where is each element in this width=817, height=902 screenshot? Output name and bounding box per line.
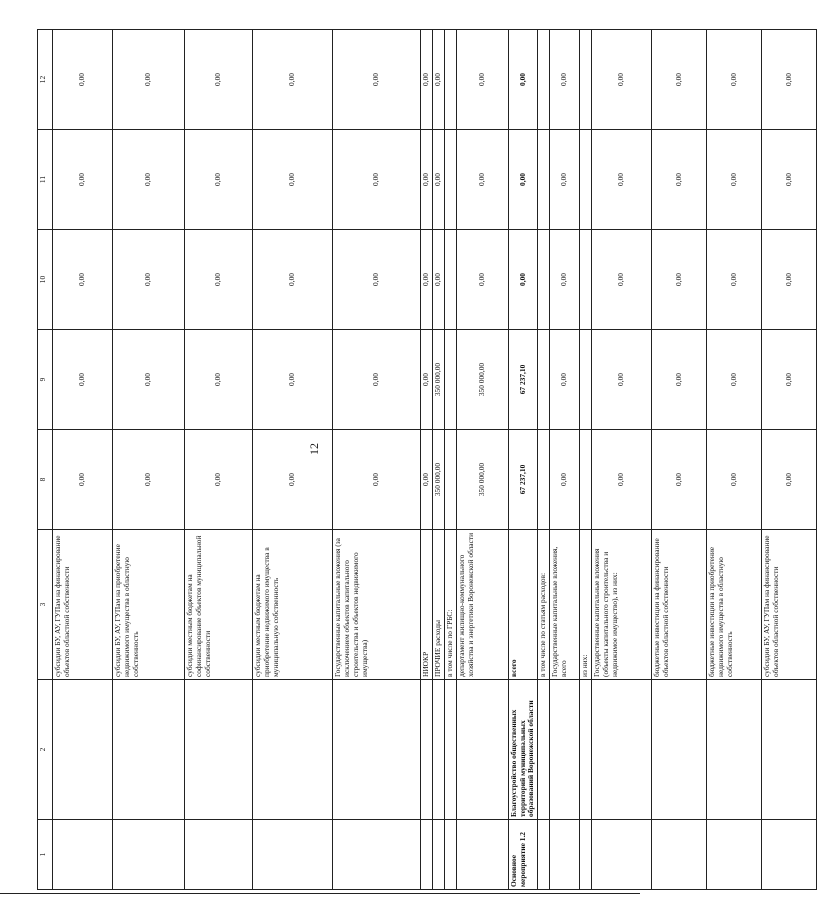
value-cell: 0,00 bbox=[550, 230, 580, 330]
value-cell: 0,00 bbox=[762, 430, 817, 530]
row-label: в том числе по ГРБС: bbox=[444, 530, 456, 680]
value-cell: 0,00 bbox=[113, 330, 185, 430]
value-cell bbox=[580, 430, 592, 530]
row-number-cell bbox=[185, 820, 253, 890]
value-cell bbox=[538, 330, 550, 430]
value-cell: 0,00 bbox=[707, 130, 762, 230]
row-number-cell bbox=[333, 820, 421, 890]
value-cell: 0,00 bbox=[762, 330, 817, 430]
value-cell: 0,00 bbox=[421, 430, 433, 530]
column-header: 9 bbox=[38, 330, 53, 430]
row-number-cell bbox=[53, 820, 113, 890]
table-row bbox=[432, 30, 444, 890]
value-cell bbox=[580, 130, 592, 230]
value-cell: 0,00 bbox=[432, 230, 444, 330]
value-cell: 0,00 bbox=[592, 230, 652, 330]
value-cell: 0,00 bbox=[707, 330, 762, 430]
column-header: 8 bbox=[38, 430, 53, 530]
value-cell bbox=[444, 430, 456, 530]
row-title-cell bbox=[444, 680, 456, 820]
table-row bbox=[53, 30, 113, 890]
row-title-cell: Благоустройство общественных территорий муниципальных образований Воронежской области bbox=[508, 680, 538, 820]
value-cell bbox=[580, 230, 592, 330]
row-number-cell bbox=[580, 820, 592, 890]
value-cell: 0,00 bbox=[185, 230, 253, 330]
value-cell: 0,00 bbox=[456, 230, 508, 330]
table-row bbox=[580, 30, 592, 890]
value-cell: 0,00 bbox=[333, 430, 421, 530]
row-label: бюджетные инвестиции на финансирование объектов областной собственности bbox=[652, 530, 707, 680]
value-cell: 0,00 bbox=[508, 30, 538, 130]
table-row bbox=[538, 30, 550, 890]
column-header: 2 bbox=[38, 680, 53, 820]
row-label: департамент жилищно-коммунального хозяйства и энергетики Воронежской области bbox=[456, 530, 508, 680]
row-title-cell bbox=[592, 680, 652, 820]
value-cell: 0,00 bbox=[253, 130, 333, 230]
row-number-cell bbox=[444, 820, 456, 890]
table-row bbox=[253, 30, 333, 890]
value-cell: 0,00 bbox=[432, 30, 444, 130]
row-label: Государственные капитальные вложения (объекты капитального строительства и недвижимое имущество), из них: bbox=[592, 530, 652, 680]
value-cell: 0,00 bbox=[762, 230, 817, 330]
row-label: всего bbox=[508, 530, 538, 680]
table-row bbox=[185, 30, 253, 890]
value-cell: 0,00 bbox=[333, 330, 421, 430]
value-cell: 0,00 bbox=[432, 130, 444, 230]
value-cell: 0,00 bbox=[53, 430, 113, 530]
table-row bbox=[652, 30, 707, 890]
column-header: 10 bbox=[38, 230, 53, 330]
table-row bbox=[707, 30, 762, 890]
row-title-cell bbox=[707, 680, 762, 820]
value-cell: 0,00 bbox=[421, 330, 433, 430]
table-row bbox=[508, 30, 538, 890]
value-cell: 0,00 bbox=[762, 30, 817, 130]
value-cell: 0,00 bbox=[592, 30, 652, 130]
row-number-cell: Основное мероприятие 1.2 bbox=[508, 820, 538, 890]
value-cell: 0,00 bbox=[508, 130, 538, 230]
value-cell: 0,00 bbox=[113, 130, 185, 230]
value-cell: 0,00 bbox=[113, 30, 185, 130]
value-cell bbox=[444, 330, 456, 430]
value-cell: 0,00 bbox=[185, 430, 253, 530]
value-cell: 0,00 bbox=[707, 30, 762, 130]
value-cell: 0,00 bbox=[707, 230, 762, 330]
value-cell: 0,00 bbox=[592, 330, 652, 430]
value-cell bbox=[444, 230, 456, 330]
value-cell: 0,00 bbox=[333, 30, 421, 130]
value-cell: 0,00 bbox=[762, 130, 817, 230]
row-label: субсидии БУ, АУ, ГУПам на финансирование объектов областной собственности bbox=[53, 530, 113, 680]
value-cell: 0,00 bbox=[185, 130, 253, 230]
row-number-cell bbox=[113, 820, 185, 890]
value-cell: 0,00 bbox=[550, 30, 580, 130]
value-cell: 0,00 bbox=[652, 430, 707, 530]
value-cell: 0,00 bbox=[333, 230, 421, 330]
value-cell: 0,00 bbox=[652, 230, 707, 330]
header-row bbox=[38, 30, 53, 890]
row-label: субсидии местным бюджетам на приобретение недвижимого имущества в муниципальную собственность bbox=[253, 530, 333, 680]
value-cell: 0,00 bbox=[53, 330, 113, 430]
value-cell: 0,00 bbox=[253, 230, 333, 330]
row-label: НИОКР bbox=[421, 530, 433, 680]
value-cell: 0,00 bbox=[652, 130, 707, 230]
row-label: субсидии БУ, АУ, ГУПам на финансирование объектов областной собственности bbox=[762, 530, 817, 680]
value-cell bbox=[580, 330, 592, 430]
row-number-cell bbox=[421, 820, 433, 890]
value-cell bbox=[580, 30, 592, 130]
table-row bbox=[550, 30, 580, 890]
row-label: из них: bbox=[580, 530, 592, 680]
value-cell bbox=[444, 130, 456, 230]
table-row bbox=[762, 30, 817, 890]
value-cell bbox=[444, 30, 456, 130]
row-title-cell bbox=[538, 680, 550, 820]
value-cell: 0,00 bbox=[333, 130, 421, 230]
value-cell: 0,00 bbox=[550, 330, 580, 430]
row-title-cell bbox=[432, 680, 444, 820]
row-number-cell bbox=[550, 820, 580, 890]
column-header: 11 bbox=[38, 130, 53, 230]
value-cell: 0,00 bbox=[652, 30, 707, 130]
value-cell: 350 000,00 bbox=[432, 330, 444, 430]
value-cell: 0,00 bbox=[53, 30, 113, 130]
row-title-cell bbox=[652, 680, 707, 820]
row-title-cell bbox=[762, 680, 817, 820]
value-cell: 0,00 bbox=[113, 230, 185, 330]
row-label: в том числе по статьям расходов: bbox=[538, 530, 550, 680]
table-row bbox=[456, 30, 508, 890]
value-cell bbox=[538, 430, 550, 530]
value-cell: 0,00 bbox=[707, 430, 762, 530]
value-cell: 0,00 bbox=[53, 130, 113, 230]
value-cell: 0,00 bbox=[508, 230, 538, 330]
row-title-cell bbox=[113, 680, 185, 820]
value-cell: 0,00 bbox=[53, 230, 113, 330]
value-cell: 0,00 bbox=[421, 130, 433, 230]
value-cell: 0,00 bbox=[113, 430, 185, 530]
value-cell: 67 237,10 bbox=[508, 330, 538, 430]
rotated-page bbox=[37, 30, 793, 890]
page-number: 12 bbox=[307, 443, 321, 455]
value-cell: 67 237,10 bbox=[508, 430, 538, 530]
value-cell: 350 000,00 bbox=[456, 430, 508, 530]
value-cell: 0,00 bbox=[421, 230, 433, 330]
row-title-cell bbox=[253, 680, 333, 820]
value-cell: 350 000,00 bbox=[432, 430, 444, 530]
row-label: ПРОЧИЕ расходы bbox=[432, 530, 444, 680]
page-bottom-rule bbox=[0, 893, 640, 894]
row-number-cell bbox=[652, 820, 707, 890]
value-cell: 0,00 bbox=[652, 330, 707, 430]
row-title-cell bbox=[421, 680, 433, 820]
value-cell: 0,00 bbox=[550, 130, 580, 230]
table-row bbox=[592, 30, 652, 890]
row-number-cell bbox=[432, 820, 444, 890]
column-header: 1 bbox=[38, 820, 53, 890]
row-number-cell bbox=[538, 820, 550, 890]
column-header: 3 bbox=[38, 530, 53, 680]
row-label: субсидии БУ, АУ, ГУПам на приобретение недвижимого имущества в областную собственность bbox=[113, 530, 185, 680]
table-row bbox=[333, 30, 421, 890]
value-cell: 0,00 bbox=[185, 30, 253, 130]
row-label: бюджетные инвестиции на приобретение недвижимого имущества в областную собственность bbox=[707, 530, 762, 680]
value-cell: 0,00 bbox=[592, 130, 652, 230]
row-label: Государственные капитальные вложения (за исключением объектов капитального строительства и объектов недвижимого имущества) bbox=[333, 530, 421, 680]
row-number-cell bbox=[762, 820, 817, 890]
row-number-cell bbox=[707, 820, 762, 890]
row-label: Государственные капитальные вложения, всего bbox=[550, 530, 580, 680]
value-cell: 0,00 bbox=[421, 30, 433, 130]
row-title-cell bbox=[53, 680, 113, 820]
table-row bbox=[421, 30, 433, 890]
value-cell: 0,00 bbox=[456, 130, 508, 230]
row-title-cell bbox=[550, 680, 580, 820]
value-cell: 0,00 bbox=[592, 430, 652, 530]
value-cell bbox=[538, 230, 550, 330]
value-cell: 0,00 bbox=[253, 30, 333, 130]
value-cell bbox=[538, 130, 550, 230]
value-cell: 0,00 bbox=[456, 30, 508, 130]
budget-table bbox=[37, 29, 817, 890]
row-title-cell bbox=[456, 680, 508, 820]
row-number-cell bbox=[592, 820, 652, 890]
row-title-cell bbox=[185, 680, 253, 820]
value-cell bbox=[538, 30, 550, 130]
value-cell: 0,00 bbox=[185, 330, 253, 430]
value-cell: 0,00 bbox=[253, 430, 333, 530]
table-row bbox=[113, 30, 185, 890]
table-row bbox=[444, 30, 456, 890]
row-number-cell bbox=[456, 820, 508, 890]
value-cell: 0,00 bbox=[253, 330, 333, 430]
row-label: субсидии местным бюджетам на софинансирование объектов муниципальной собственности bbox=[185, 530, 253, 680]
value-cell: 350 000,00 bbox=[456, 330, 508, 430]
row-title-cell bbox=[580, 680, 592, 820]
column-header: 12 bbox=[38, 30, 53, 130]
row-number-cell bbox=[253, 820, 333, 890]
value-cell: 0,00 bbox=[550, 430, 580, 530]
row-title-cell bbox=[333, 680, 421, 820]
